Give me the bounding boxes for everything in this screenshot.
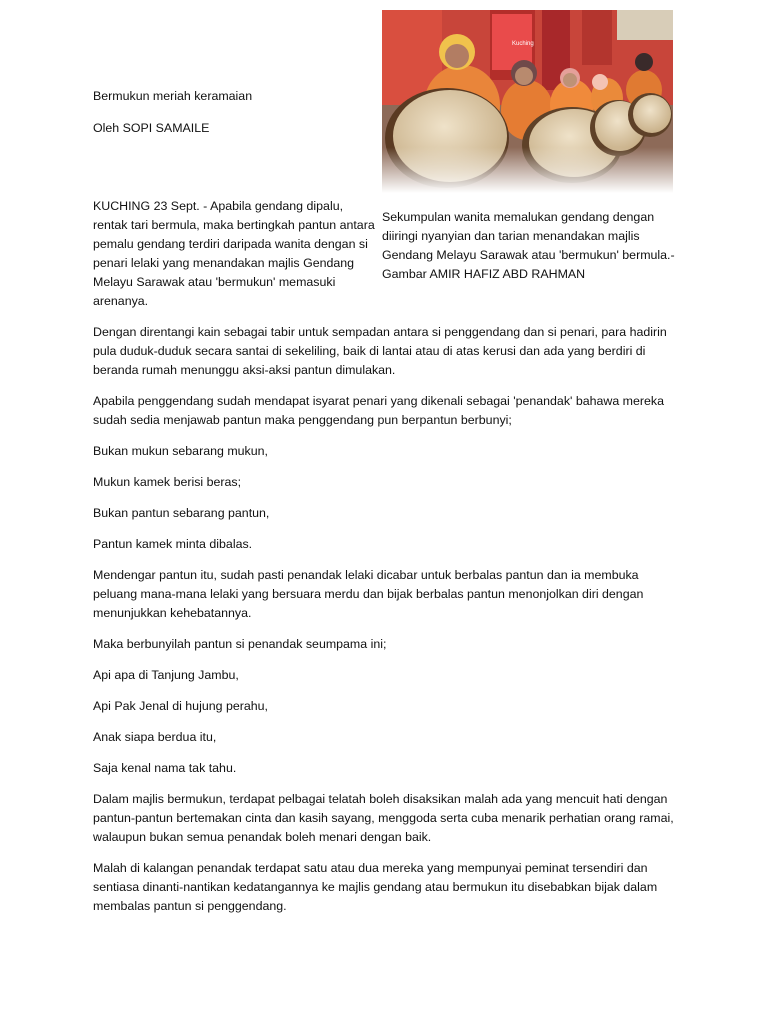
- body-paragraph: Maka berbunyilah pantun si penandak seumpama ini;: [93, 637, 387, 651]
- pantun-line: Anak siapa berdua itu,: [93, 730, 217, 744]
- pantun-line: Api apa di Tanjung Jambu,: [93, 668, 239, 682]
- body-paragraph: Mendengar pantun itu, sudah pasti penandak lelaki dicabar untuk berbalas pantun dan ia membuka peluang mana-mana lelaki yang bersuara merdu dan bijak berbalas pantun menonjolkan diri dengan menunjukkan kehebatannya.: [93, 568, 644, 620]
- body-paragraph: Malah di kalangan penandak terdapat satu atau dua mereka yang mempunyai peminat tersendiri dan sentiasa dinanti-nantikan kedatangannya ke majlis gendang atau bermukun itu disebabkan bijak dalam membalas pantun si penggendang.: [93, 861, 658, 913]
- article-body: [93, 323, 683, 928]
- pantun-line: Mukun kamek berisi beras;: [93, 475, 242, 489]
- article-byline: Oleh SOPI SAMAILE: [93, 121, 210, 135]
- pantun-line: Saja kenal nama tak tahu.: [93, 761, 237, 775]
- pantun-line: Bukan mukun sebarang mukun,: [93, 444, 268, 458]
- body-paragraph: Dengan direntangi kain sebagai tabir untuk sempadan antara si penggendang dan si penari, para hadirin pula duduk-duduk secara santai di sekeliling, baik di lantai atau di atas kerusi dan ada yang berdiri di beranda rumah menunggu aksi-aksi pantun dimulakan.: [93, 325, 667, 377]
- pantun-line: Pantun kamek minta dibalas.: [93, 537, 253, 551]
- pantun-line: Bukan pantun sebarang pantun,: [93, 506, 270, 520]
- article-photo: [382, 10, 673, 193]
- lead-paragraph: KUCHING 23 Sept. - Apabila gendang dipalu, rentak tari bermula, maka bertingkah pantun antara pemalu gendang terdiri daripada wanita dengan si penari lelaki yang menandakan majlis Gendang Melayu Sarawak atau 'bermukun' memasuki arenanya.: [93, 199, 375, 308]
- pantun-line: Api Pak Jenal di hujung perahu,: [93, 699, 268, 713]
- drummers-photo-illustration: [382, 10, 673, 193]
- article-title: Bermukun meriah keramaian: [93, 89, 253, 103]
- body-paragraph: Dalam majlis bermukun, terdapat pelbagai telatah boleh disaksikan malah ada yang mencuit hati dengan pantun-pantun bertemakan cinta dan kasih sayang, menggoda serta cuba menarik perhatian orang ramai, walaupun bukan semua penandak boleh menari dengan baik.: [93, 792, 674, 844]
- photo-caption: Sekumpulan wanita memalukan gendang dengan diiringi nyanyian dan tarian menandakan majlis Gendang Melayu Sarawak atau 'bermukun' bermula.- Gambar AMIR HAFIZ ABD RAHMAN: [382, 210, 675, 281]
- body-paragraph: Apabila penggendang sudah mendapat isyarat penari yang dikenali sebagai 'penandak' bahawa mereka sudah sedia menjawab pantun maka penggendang pun berpantun berbunyi;: [93, 394, 664, 427]
